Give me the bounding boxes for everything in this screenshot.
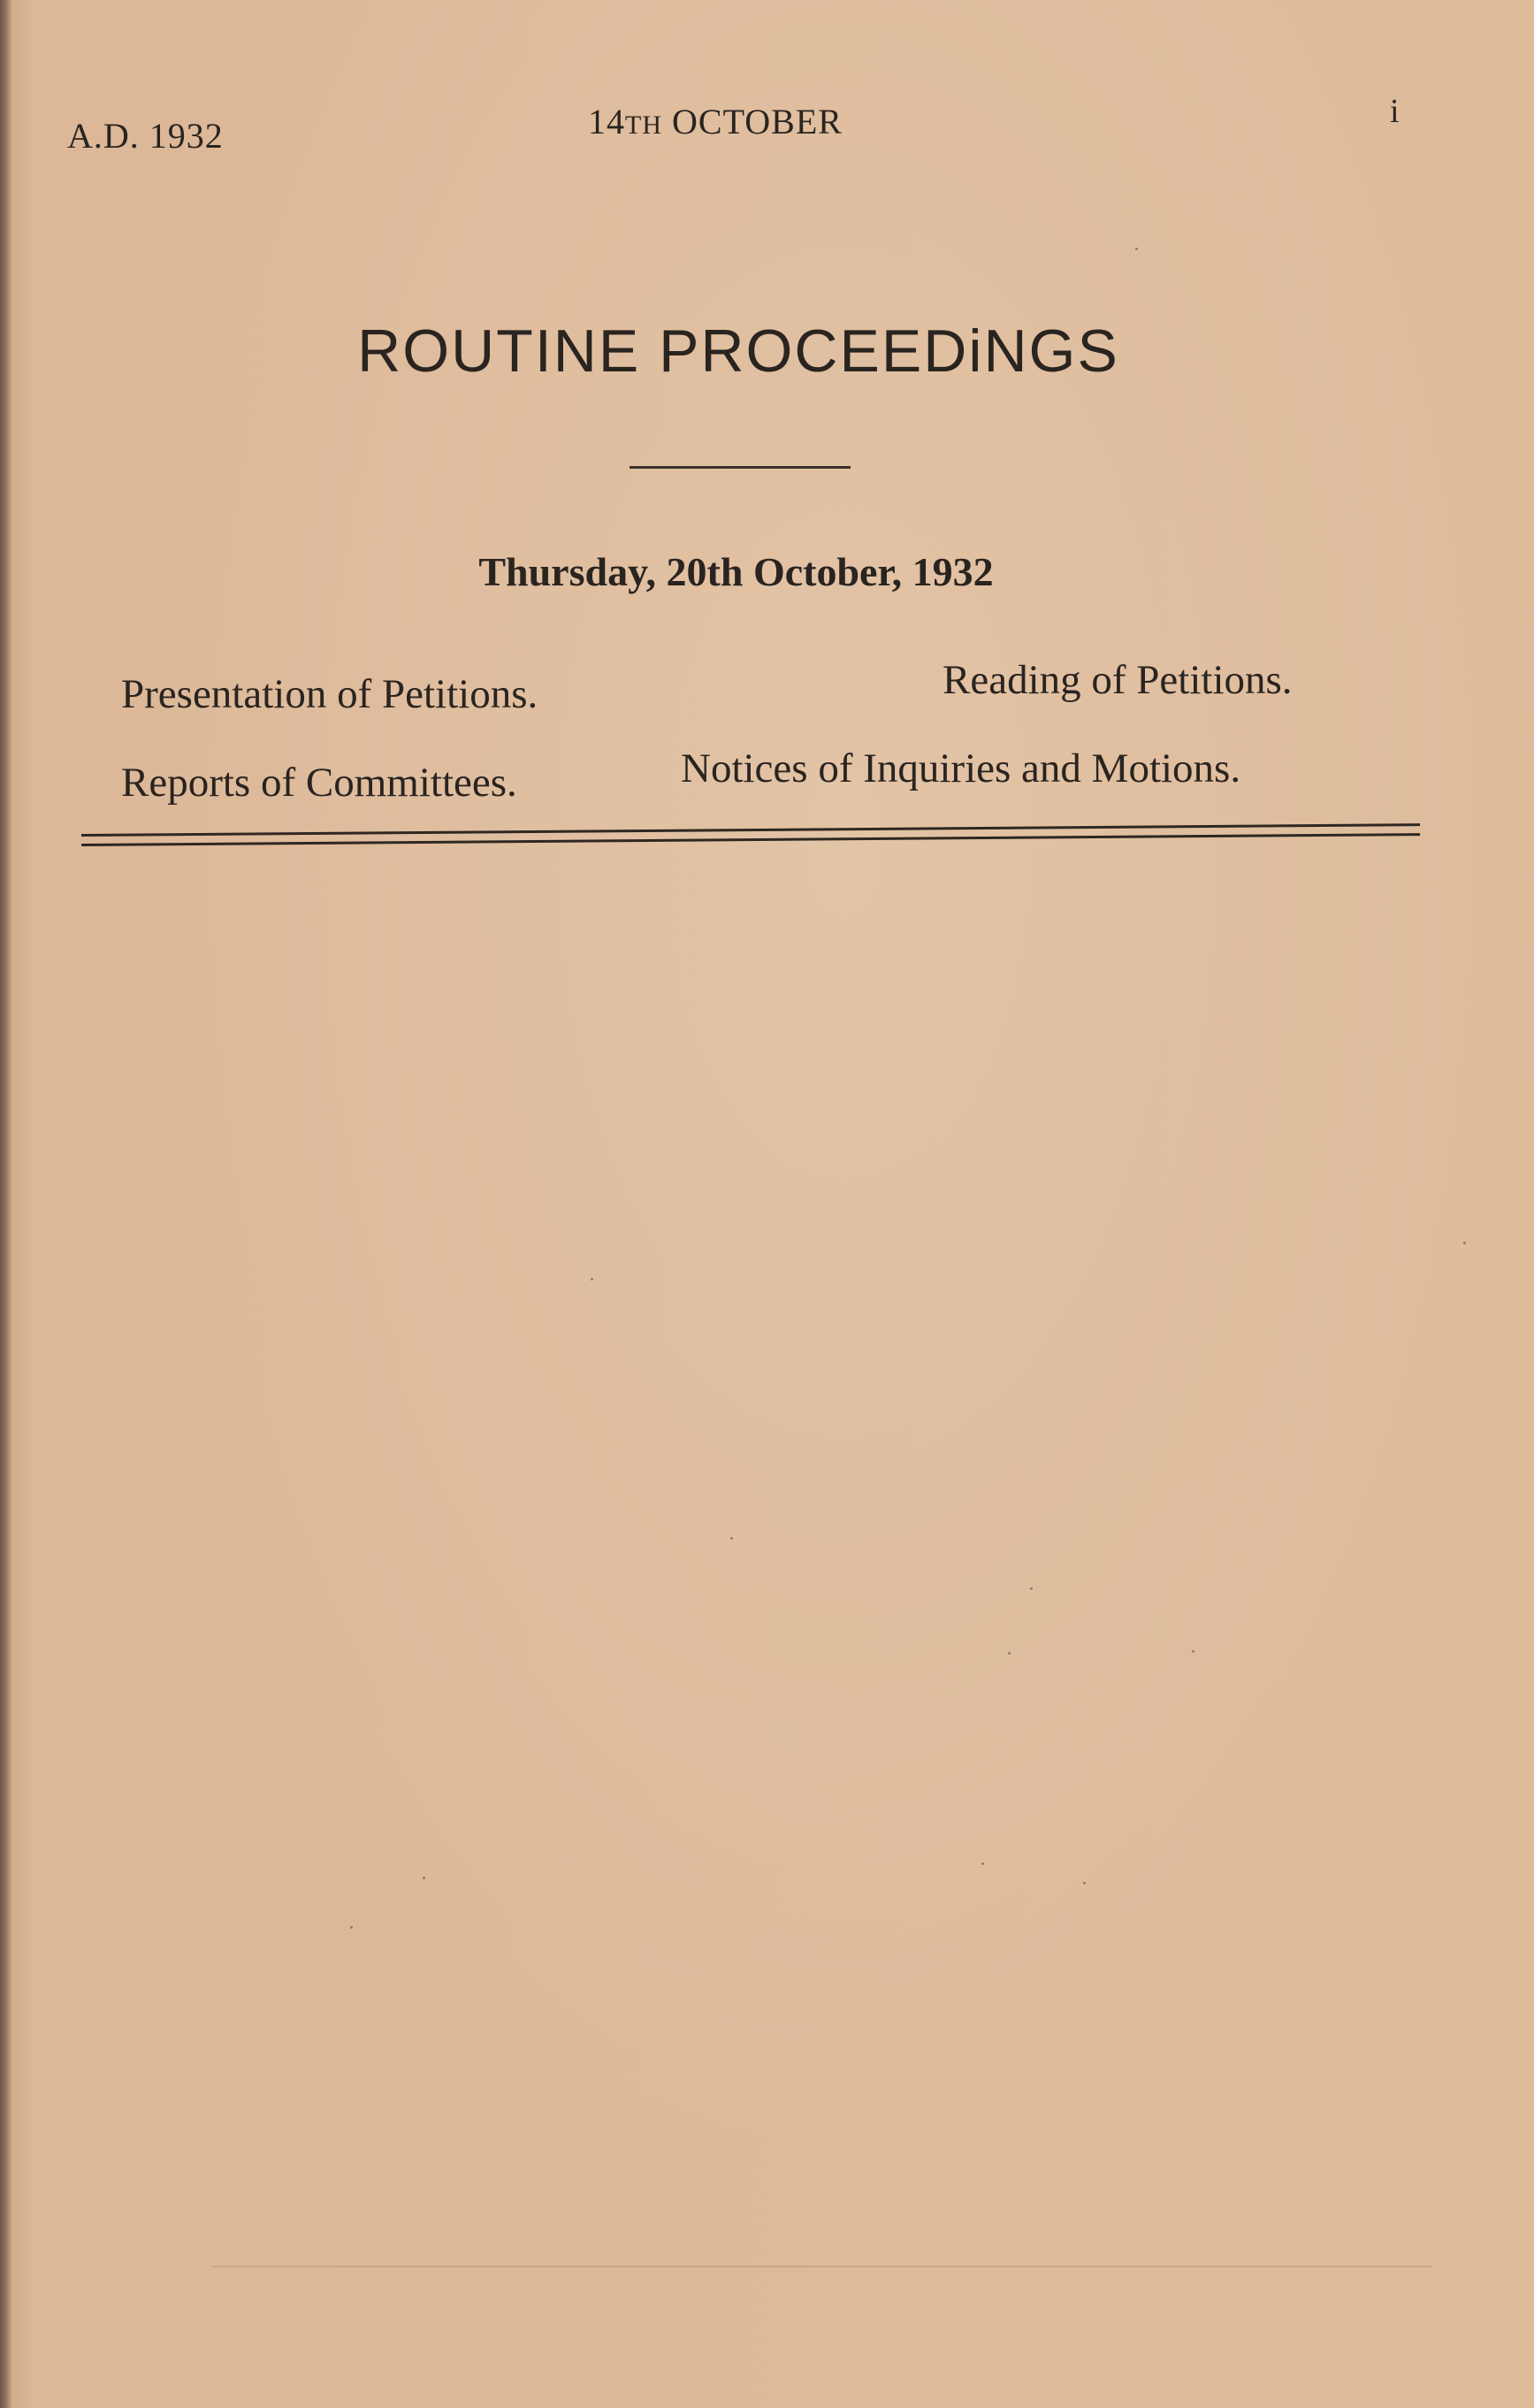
paper-speck xyxy=(981,1862,984,1865)
paper-speck xyxy=(1008,1652,1011,1655)
paper-speck xyxy=(1135,248,1138,250)
running-head-day: 14 xyxy=(588,102,625,141)
paper-speck xyxy=(1463,1242,1466,1244)
sitting-date: Thursday, 20th October, 1932 xyxy=(478,549,994,594)
proceeding-notices-of-inquiries: Notices of Inquiries and Motions. xyxy=(681,745,1241,791)
paper-speck xyxy=(730,1537,733,1540)
paper-speck xyxy=(1083,1882,1086,1884)
paper-speck xyxy=(1192,1650,1194,1653)
paper-speck xyxy=(350,1926,353,1929)
running-head-day-suffix: TH xyxy=(625,111,662,140)
page-number: i xyxy=(1390,93,1400,130)
double-divider xyxy=(81,823,1420,846)
running-head-year: A.D. 1932 xyxy=(67,116,224,156)
proceeding-reading-of-petitions: Reading of Petitions. xyxy=(943,657,1293,703)
faint-imprint-rule xyxy=(212,2266,1432,2267)
page-title: ROUTINE PROCEEDiNGS xyxy=(357,317,1119,385)
proceeding-reports-of-committees: Reports of Committees. xyxy=(121,760,517,806)
running-head-date xyxy=(588,101,843,142)
proceeding-presentation-of-petitions: Presentation of Petitions. xyxy=(121,671,538,717)
paper-speck xyxy=(591,1278,593,1280)
paper-speck xyxy=(423,1877,425,1879)
title-divider xyxy=(630,466,851,469)
paper-speck xyxy=(1030,1587,1033,1590)
running-head-month: OCTOBER xyxy=(672,102,843,141)
